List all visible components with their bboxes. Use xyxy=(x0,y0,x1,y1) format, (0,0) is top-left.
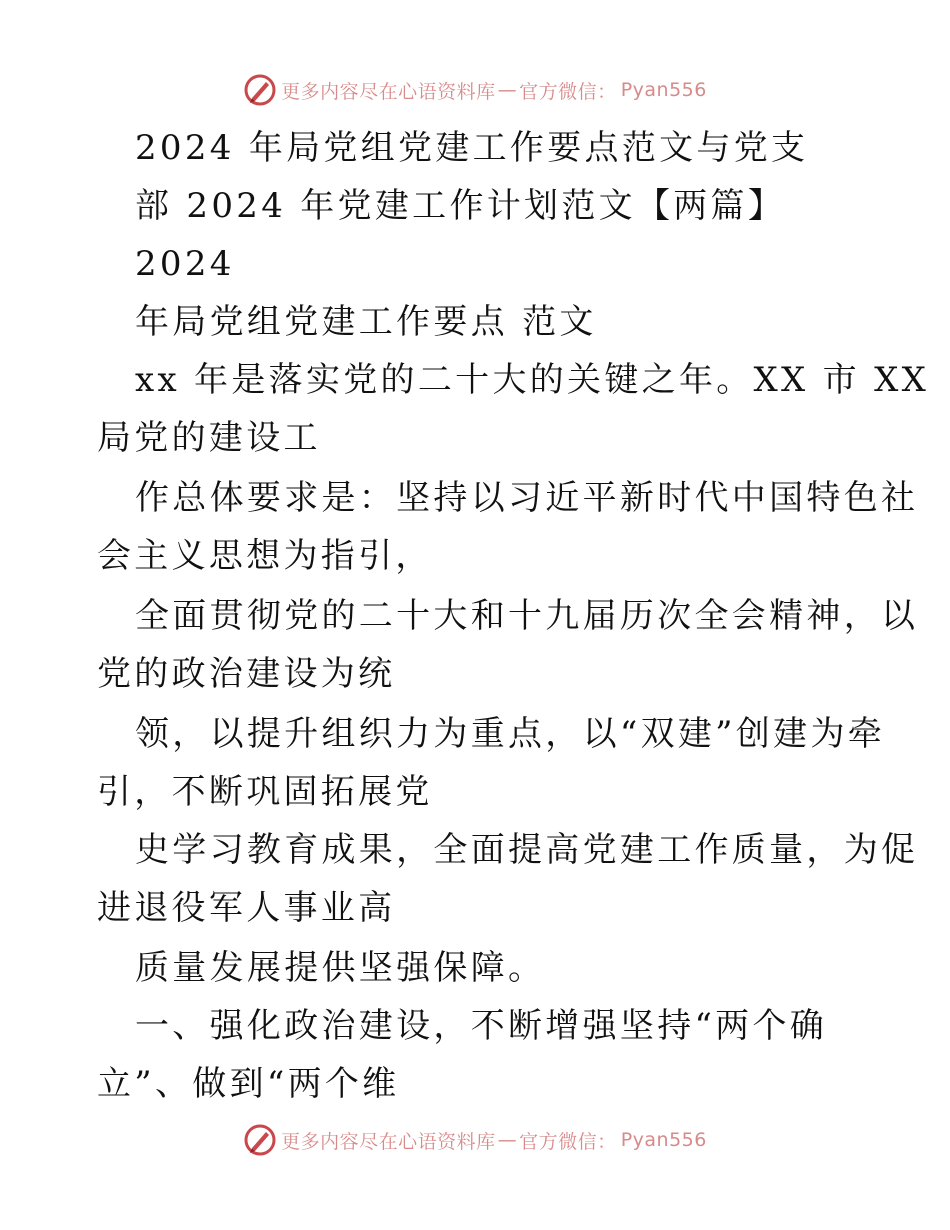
doc-line: 引，不断巩固拓展党 xyxy=(97,772,433,812)
watermark-wechat-id: Pyan556 xyxy=(620,79,707,101)
doc-line: 年局党组党建工作要点 范文 xyxy=(135,302,597,342)
doc-line: 立”、做到“两个维 xyxy=(97,1064,400,1104)
doc-line: 进退役军人事业高 xyxy=(97,888,396,928)
doc-line: xx 年是落实党的二十大的关键之年。XX 市 XX xyxy=(135,360,930,400)
watermark-wechat-label: 官方微信： xyxy=(519,80,617,103)
watermark-separator: — xyxy=(497,79,518,101)
doc-line: 一、强化政治建设，不断增强坚持“两个确 xyxy=(135,1006,828,1046)
watermark-header xyxy=(0,70,950,110)
doc-title-line-1: 2024 年局党组党建工作要点范文与党支 xyxy=(135,128,809,168)
watermark-wechat-id: Pyan556 xyxy=(620,1129,707,1151)
watermark-wechat-label: 官方微信： xyxy=(519,1130,617,1153)
watermark-separator: — xyxy=(497,1129,518,1151)
doc-line: 局党的建设工 xyxy=(97,418,321,458)
doc-line: 会主义思想为指引， xyxy=(97,536,433,576)
watermark-site-text: 更多内容尽在心语资料库 xyxy=(281,1130,496,1153)
doc-line: 全面贯彻党的二十大和十九届历次全会精神，以 xyxy=(135,596,919,636)
doc-line: 作总体要求是：坚持以习近平新时代中国特色社 xyxy=(135,478,919,518)
pen-logo-icon xyxy=(243,73,277,107)
pen-logo-icon xyxy=(243,1123,277,1157)
doc-line: 2024 xyxy=(135,244,235,284)
doc-line: 党的政治建设为统 xyxy=(97,654,396,694)
doc-line: 史学习教育成果，全面提高党建工作质量，为促 xyxy=(135,830,919,870)
watermark-site-text: 更多内容尽在心语资料库 xyxy=(281,80,496,103)
doc-line: 质量发展提供坚强保障。 xyxy=(135,948,546,988)
watermark-footer xyxy=(0,1120,950,1160)
doc-title-line-2: 部 2024 年党建工作计划范文【两篇】 xyxy=(135,186,786,226)
doc-line: 领，以提升组织力为重点，以“双建”创建为牵 xyxy=(135,714,886,754)
